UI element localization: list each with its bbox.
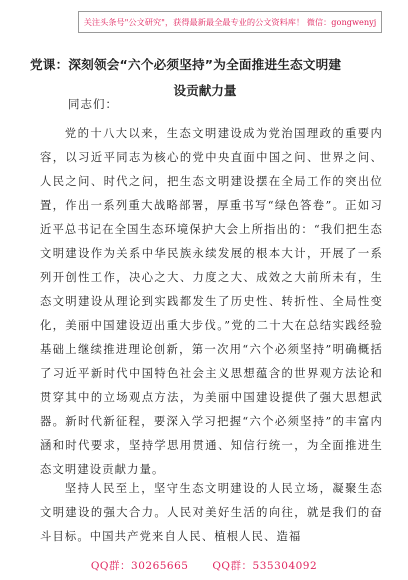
- paragraph-2: 坚持人民至上，坚守生态文明建设的人民立场，凝聚生态文明建设的强大合力。人民对美好生活的向往，就是我们的奋斗目标。中国共产党来自人民、植根人民、造福: [40, 482, 383, 543]
- title-line-1: 党课：深刻领会“六个必须坚持”为全面推进生态文明建: [30, 57, 342, 72]
- promo-banner: [78, 11, 382, 33]
- title-line-2: 设贡献力量: [173, 83, 237, 98]
- greeting: 同志们：: [68, 97, 118, 111]
- footer-qq-groups: [0, 558, 408, 573]
- qq-group-1: QQ群：30265665: [90, 560, 189, 572]
- promo-banner-text: 关注头条号"公文研究"，获得最新最全最专业的公文资料库！ 微信：gongwenyj: [83, 17, 377, 27]
- paragraph-1: 党的十八大以来，生态文明建设成为党治国理政的重要内容，以习近平同志为核心的党中央直面中国之问、世界之问、人民之问、时代之问，把生态文明建设摆在全局工作的突出位置，作出一系列重大战略部署，厚重书写“绿色答卷”。正如习近平总书记在全国生态环境保护大会上所指出的：“我们把生态文明建设作为关系中华民族永续发展的根本大计，开展了一系列开创性工作，决心之大、力度之大、成效之大前所未有，生态文明建设从理论到实践都发生了历史性、转折性、全局性变化，美丽中国建设迈出重大步伐。”党的二十大在总结实践经验基础上继续推进理论创新，第一次用“六个必须坚持”明确概括了习近平新时代中国特色社会主义思想蕴含的世界观方法论和贯穿其中的立场观点方法，为美丽中国建设提供了强大思想武器。新时代新征程，要深入学习把握“六个必须坚持”的丰富内涵和时代要求，坚持学思用贯通、知信行统一，为全面推进生态文明建设贡献力量。: [40, 127, 383, 476]
- qq-group-2: QQ群：535304092: [212, 560, 318, 572]
